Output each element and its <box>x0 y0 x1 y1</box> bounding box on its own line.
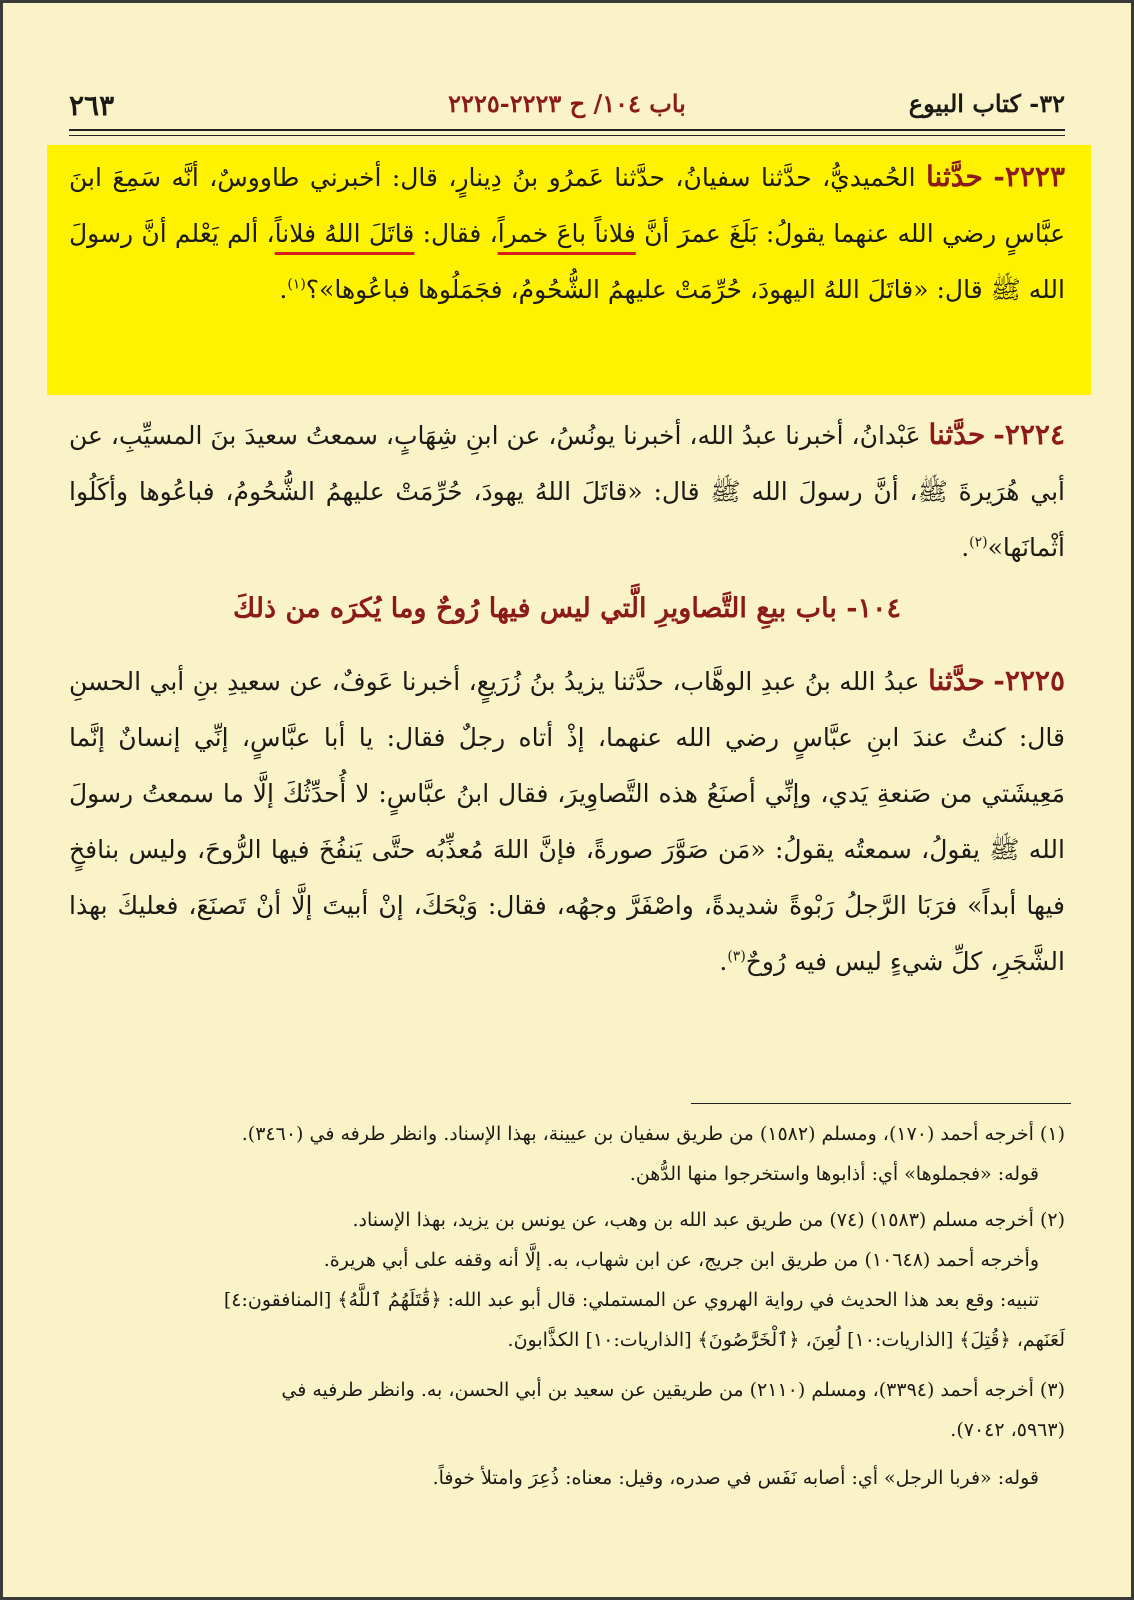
hadith-number: ٢٢٢٤- <box>993 418 1065 451</box>
hadith-keyword: حدَّثنا <box>927 664 985 697</box>
hadith-2223: ٢٢٢٣- حدَّثنا الحُميديُّ، حدَّثنا سفيانُ، حدَّثنا عَمرُو بنُ دِينارٍ، قال: أخبرني طاووسٌ، أنَّه سَمِعَ ابنَ عبَّاسٍ رضي الله عنهما يقولُ: بَلَغَ عمرَ أنَّ فلاناً باعَ خمراً، فقال: قاتَلَ اللهُ فلاناً، ألم يَعْلم أنَّ رسولَ الله ﷺ قال: «قاتَلَ اللهُ اليهودَ، حُرِّمَتْ عليهمُ الشُّحُومُ، فجَمَلُوها فباعُوها»؟$^{(١)}$. <box>69 160 1065 304</box>
footnote-3: (٣) أخرجه أحمد (٣٣٩٤)، ومسلم (٢١١٠) من طريقين عن سعيد بن أبي الحسن، به. وانظر طرفيه في <box>281 1379 1065 1401</box>
hadith-keyword: حدَّثنا <box>928 418 986 451</box>
page-header <box>69 81 1065 125</box>
footnote-1: (١) أخرجه أحمد (١٧٠)، ومسلم (١٥٨٢) من طريق سفيان بن عيينة، بهذا الإسناد. وانظر طرفه في (٣٤٦٠). <box>241 1123 1065 1145</box>
section-reference: باب ١٠٤/ ح ٢٢٢٣-٢٢٢٥ <box>448 89 686 118</box>
footnote-2-note: وأخرجه أحمد (١٠٦٤٨) من طريق ابن جريج، عن ابن شهاب، به. إلَّا أنه وقفه على أبي هريرة. <box>323 1249 1039 1271</box>
footnote-ref[interactable]: (٣) <box>727 948 746 965</box>
footnote-ref[interactable]: (٢) <box>969 534 988 551</box>
hadith-text: الحُميديُّ، حدَّثنا سفيانُ، حدَّثنا عَمرُو بنُ دِينارٍ، قال: أخبرني طاووسٌ، أنَّه سَمِعَ ابنَ عبَّاسٍ رضي الله عنهما يقولُ: بَلَغَ عمرَ أنَّ <box>69 163 1065 248</box>
hadith-text: ، ألم يَعْلم أنَّ رسولَ الله ﷺ قال: «قاتَلَ اللهُ اليهودَ، حُرِّمَتْ عليهمُ الشُّحُومُ، فجَمَلُوها فباعُوها»؟ <box>69 219 1065 304</box>
header-rule-thin <box>69 135 1065 136</box>
header-rule-thick <box>69 129 1065 131</box>
footnote-divider <box>691 1103 1071 1104</box>
underlined-phrase: قاتَلَ اللهُ فلاناً <box>274 219 415 248</box>
hadith-2224: ٢٢٢٤- حدَّثنا عَبْدانُ، أخبرنا عبدُ الله، أخبرنا يونُسُ، عن ابنِ شِهَابٍ، سمعتُ سعيدَ بنَ المسيِّبِ، عن أبي هُرَيرةَ ﷺ، أنَّ رسولَ الله ﷺ قال: «قاتَلَ اللهُ يهودَ، حُرِّمَتْ عليهمُ الشُّحُومُ، فباعُوها وأكَلُوا أثْمانَها»$^{(٢)}$. <box>69 418 1065 562</box>
page-number: ٢٦٣ <box>69 89 115 122</box>
underlined-phrase: فلاناً باعَ خمراً <box>497 219 636 248</box>
hadith-text: عبدُ الله بنُ عبدِ الوهَّاب، حدَّثنا يزيدُ بنُ زُرَيعٍ، أخبرنا عَوفٌ، عن سعيدِ بنِ أبي الحسنِ قال: كنتُ عندَ ابنِ عبَّاسٍ رضي الله عنهما، إذْ أتاه رجلٌ فقال: يا أبا عبَّاسٍ، إنِّي إنسانٌ إنَّما مَعِيشَتي من صَنعةِ يَدي، وإنِّي أصنَعُ هذه التَّصاوِيرَ، فقال ابنُ عبَّاسٍ: لا أُحدِّثُكَ إلَّا ما سمعتُ رسولَ الله ﷺ يقولُ، سمعتُه يقولُ: «مَن صَوَّرَ صورةً، فإنَّ اللهَ مُعذِّبُه حتَّى يَنفُخَ فيها الرُّوحَ، وليس بنافخٍ فيها أبداً» فرَبَا الرَّجلُ رَبْوةً شديدةً، واصْفَرَّ وجهُه، فقال: وَيْحَكَ، إنْ أبيتَ إلَّا أنْ تَصنَعَ، فعليكَ بهذا الشَّجَرِ، كلِّ شيءٍ ليس فيه رُوحٌ <box>69 667 1065 976</box>
hadith-keyword: حدَّثنا <box>926 160 983 193</box>
footnote-3-note: قوله: «فربا الرجل» أي: أصابه نَفَس في صدره، وقيل: معناه: ذُعِرَ وامتلأ خوفاً. <box>432 1467 1039 1489</box>
footnote-2-warning-cont: لَعَنَهم، ﴿قُتِلَ﴾ [الذاريات:١٠] لُعِنَ، ﴿ٱلْخَرَّٰصُونَ﴾ [الذاريات:١٠] الكذَّابونَ. <box>507 1329 1065 1351</box>
chapter-title: ٣٢- كتاب البيوع <box>908 89 1065 118</box>
hadith-number: ٢٢٢٣- <box>993 160 1065 193</box>
footnote-2-warning: تنبيه: وقع بعد هذا الحديث في رواية الهروي عن المستملي: قال أبو عبد الله: ﴿قَٰتَلَهُمُ ٱللَّهُ﴾ [المنافقون:٤] <box>223 1289 1039 1311</box>
hadith-text: عَبْدانُ، أخبرنا عبدُ الله، أخبرنا يونُسُ، عن ابنِ شِهَابٍ، سمعتُ سعيدَ بنَ المسيِّبِ، عن أبي هُرَيرةَ ﷺ، أنَّ رسولَ الله ﷺ قال: «قاتَلَ اللهُ يهودَ، حُرِّمَتْ عليهمُ الشُّحُومُ، فباعُوها وأكَلُوا أثْمانَها» <box>69 421 1065 562</box>
footnote-2: (٢) أخرجه مسلم (١٥٨٣) (٧٤) من طريق عبد الله بن وهب، عن يونس بن يزيد، بهذا الإسناد. <box>352 1209 1065 1231</box>
footnote-3-cont: (٥٩٦٣، ٧٠٤٢). <box>950 1419 1065 1441</box>
hadith-text: ، فقال: <box>422 219 498 248</box>
footnote-ref[interactable]: (١) <box>287 276 306 293</box>
hadith-2225: ٢٢٢٥- حدَّثنا عبدُ الله بنُ عبدِ الوهَّاب، حدَّثنا يزيدُ بنُ زُرَيعٍ، أخبرنا عَوفٌ، عن سعيدِ بنِ أبي الحسنِ قال: كنتُ عندَ ابنِ عبَّاسٍ رضي الله عنهما، إذْ أتاه رجلٌ فقال: يا أبا عبَّاسٍ، إنِّي إنسانٌ إنَّما مَعِيشَتي من صَنعةِ يَدي، وإنِّي أصنَعُ هذه التَّصاوِيرَ، فقال ابنُ عبَّاسٍ: لا أُحدِّثُكَ إلَّا ما سمعتُ رسولَ الله ﷺ يقولُ، سمعتُه يقولُ: «مَن صَوَّرَ صورةً، فإنَّ اللهَ مُعذِّبُه حتَّى يَنفُخَ فيها الرُّوحَ، وليس بنافخٍ فيها أبداً» فرَبَا الرَّجلُ رَبْوةً شديدةً، واصْفَرَّ وجهُه، فقال: وَيْحَكَ، إنْ أبيتَ إلَّا أنْ تَصنَعَ، فعليكَ بهذا الشَّجَرِ، كلِّ شيءٍ ليس فيه رُوحٌ$^{(٣)}$. <box>69 664 1065 976</box>
footnote-1-note: قوله: «فجملوها» أي: أذابوها واستخرجوا منها الدُّهن. <box>629 1163 1039 1185</box>
bab-title: ١٠٤- باب بيعِ التَّصاويرِ الَّتي ليس فيها رُوحٌ وما يُكرَه من ذلكَ <box>233 593 901 624</box>
hadith-number: ٢٢٢٥- <box>993 664 1065 697</box>
